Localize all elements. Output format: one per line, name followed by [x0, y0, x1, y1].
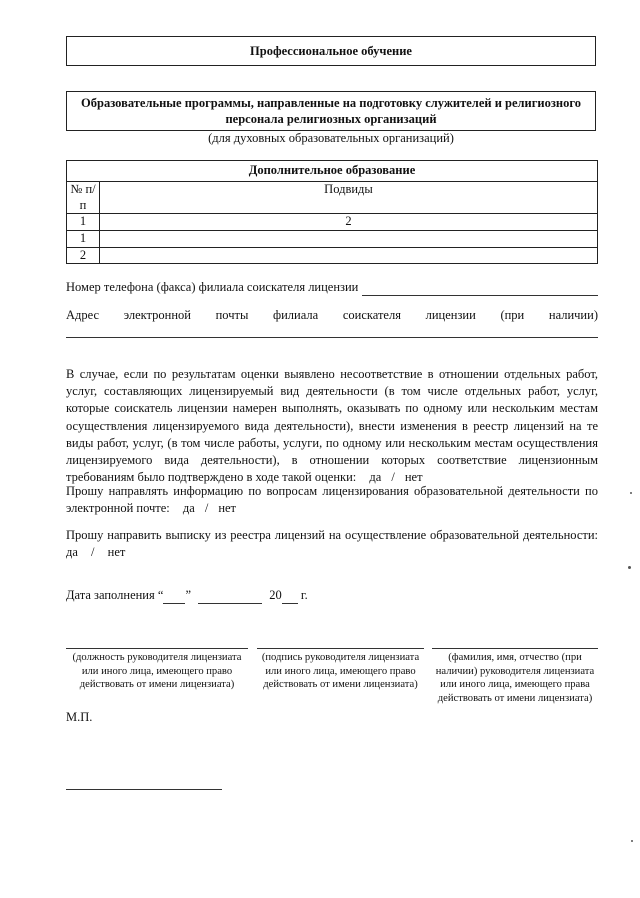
email-label-word: (при [500, 308, 525, 322]
date-label: Дата заполнения [66, 588, 155, 602]
phone-input-line[interactable] [362, 282, 598, 296]
email-label-word: соискателя [342, 308, 401, 322]
email-label-word: электронной [123, 308, 191, 322]
program-title-line2: персонала религиозных организаций [225, 111, 437, 126]
subtypes-table [66, 160, 598, 264]
option-separator: / [91, 545, 95, 560]
signature-position-block[interactable] [66, 648, 248, 692]
scan-speck [631, 840, 633, 842]
year-suffix: г. [300, 588, 308, 602]
option-yes[interactable]: да [369, 470, 382, 485]
table-cell: 1 [67, 230, 100, 247]
email-label-word: Адрес [66, 308, 100, 322]
option-separator: / [204, 501, 209, 516]
fill-date [66, 588, 308, 604]
year-input-line[interactable] [282, 591, 298, 604]
option-no[interactable]: нет [404, 470, 423, 485]
table-title: Дополнительное образование [67, 161, 598, 182]
month-input-line[interactable] [198, 591, 262, 604]
info-email-paragraph [66, 483, 598, 517]
signature-sign-block[interactable] [257, 648, 424, 692]
email-label-word: наличии) [548, 308, 598, 322]
signature-position-caption: (должность руководителя лицензиата или иного лица, имеющего право действовать от имени лицензиата) [72, 652, 242, 691]
table-title-row [67, 161, 598, 182]
section-title: Профессиональное обучение [250, 44, 412, 58]
table-cell: 1 [67, 214, 100, 231]
scan-speck [628, 566, 631, 569]
date-close-quote: ” [185, 588, 191, 602]
date-open-quote: “ [157, 588, 164, 602]
option-no[interactable]: нет [218, 501, 237, 516]
option-yes[interactable]: да [66, 545, 78, 560]
table-header-row [67, 182, 598, 214]
option-yes[interactable]: да [182, 501, 195, 516]
column-header-number: № п/п [67, 182, 100, 214]
info-email-text: Прошу направлять информацию по вопросам лицензирования образовательной деятельности по электронной почте: [66, 484, 598, 516]
table-row [67, 230, 598, 247]
changes-paragraph [66, 366, 598, 486]
table-cell: 2 [67, 247, 100, 264]
year-prefix: 20 [269, 588, 282, 602]
column-header-subtypes: Подвиды [100, 182, 598, 214]
section-title-box [66, 36, 596, 66]
bottom-signature-line [66, 789, 222, 790]
email-label-word: филиала [273, 308, 319, 322]
email-label-word: почты [215, 308, 249, 322]
program-title-box [66, 91, 596, 131]
signature-name-block[interactable] [432, 648, 598, 705]
program-note: (для духовных образовательных организаций) [208, 131, 454, 145]
table-cell[interactable] [100, 230, 598, 247]
stamp-placeholder: М.П. [66, 710, 93, 724]
phone-field [66, 280, 598, 296]
extract-text: Прошу направить выписку из реестра лицензий на осуществление образовательной деятельности: [66, 528, 598, 542]
program-title-line1: Образовательные программы, направленные на подготовку служителей и религиозного [81, 96, 581, 110]
email-field [66, 308, 598, 324]
email-input-line[interactable] [66, 337, 598, 338]
table-index-row [67, 214, 598, 231]
changes-text: В случае, если по результатам оценки выявлено несоответствие в отношении отдельных работ, услуг, составляющих лицензируемый вид деятельности (в том числе отдельных работ, услуг, которые соискатель лицензии намерен выполнять, оказывать по одному или нескольким местам осуществления лицензируемого вида деятельности), внести изменения в реестр лицензий на те виды работ, услуг, (в том числе работы, услуги, по одному или нескольким местам осуществления лицензируемого вида деятельности), в отношении которых соответствие лицензионным требованиям было подтверждено в ходе такой оценки: [66, 367, 598, 485]
day-input-line[interactable] [163, 591, 185, 604]
signature-name-caption: (фамилия, имя, отчество (при наличии) руководителя лицензиата или иного лица, имеющего права действовать от имени лицензиата) [435, 652, 595, 704]
extract-paragraph [66, 527, 598, 561]
email-label-word: лицензии [425, 308, 476, 322]
option-no[interactable]: нет [107, 545, 126, 560]
table-row [67, 247, 598, 264]
scan-speck [630, 492, 632, 494]
table-cell: 2 [100, 214, 598, 231]
signature-sign-caption: (подпись руководителя лицензиата или иного лица, имеющего право действовать от имени лицензиата) [261, 652, 420, 691]
table-cell[interactable] [100, 247, 598, 264]
option-separator: / [391, 470, 395, 485]
phone-label: Номер телефона (факса) филиала соискателя лицензии [66, 280, 359, 294]
